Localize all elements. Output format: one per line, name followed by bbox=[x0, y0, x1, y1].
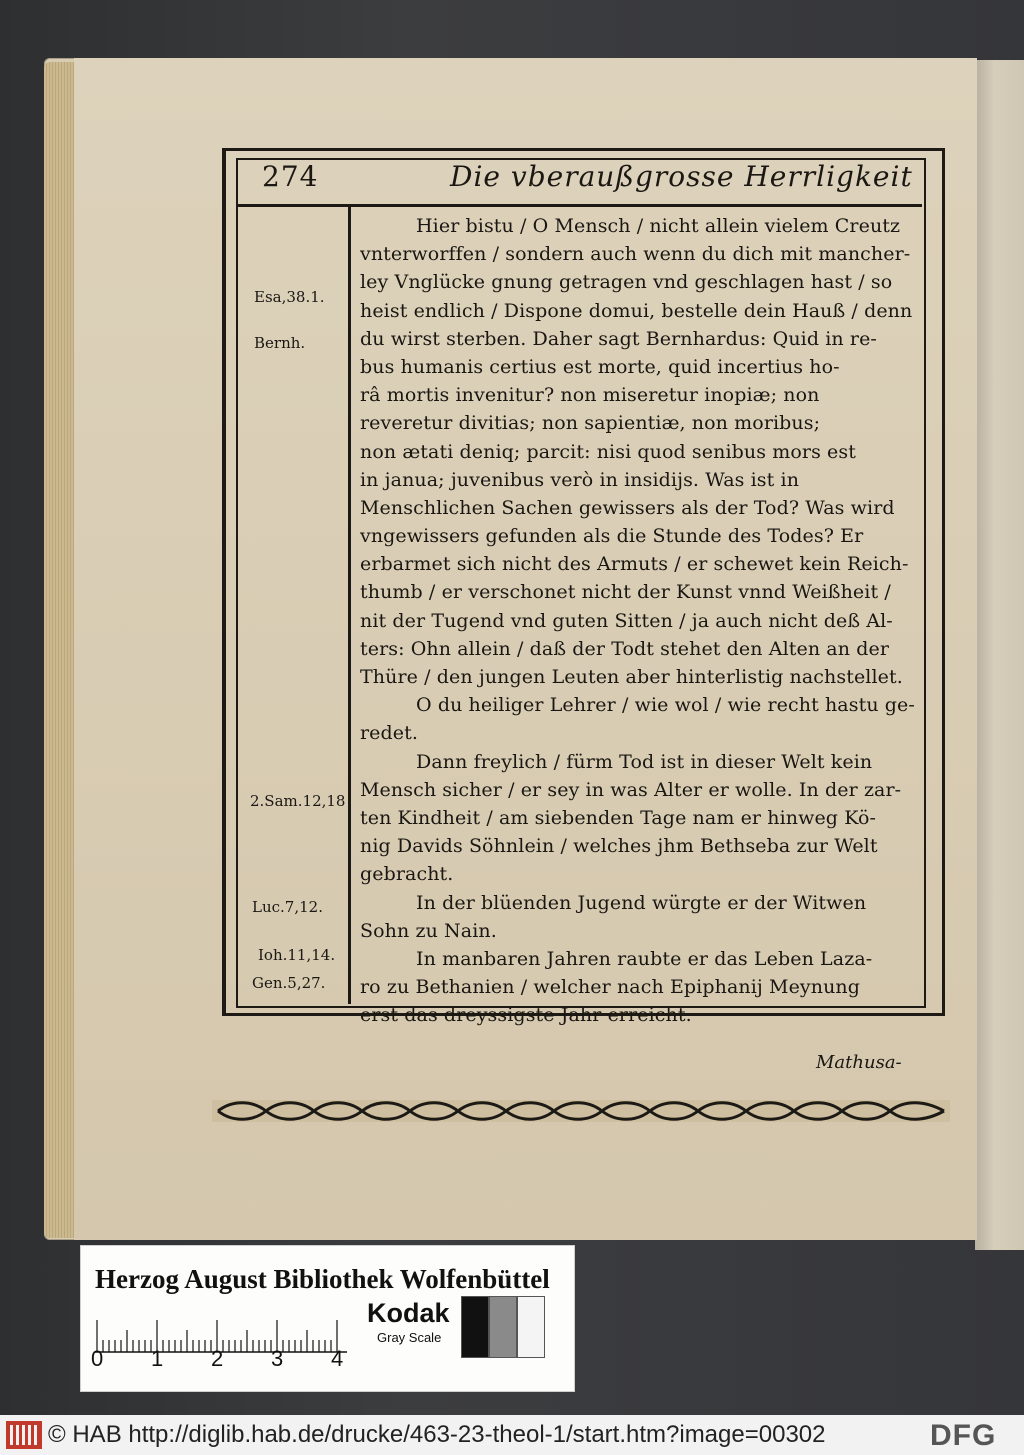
catchword: Mathusa- bbox=[816, 1052, 902, 1073]
margin-note: Ioh.11,14. bbox=[258, 946, 336, 964]
body-text bbox=[360, 212, 920, 1029]
text-line: redet. bbox=[360, 722, 419, 745]
page-number: 274 bbox=[262, 160, 319, 193]
hab-logo-icon bbox=[6, 1421, 42, 1449]
ruler-label: 2 bbox=[211, 1346, 224, 1371]
ruler-label: 4 bbox=[331, 1346, 344, 1371]
text-line: In manbaren Jahren raubte er das Leben Laza- bbox=[416, 947, 873, 970]
text-line: Thüre / den jungen Leuten aber hinterlistig nachstellet. bbox=[360, 666, 903, 688]
ruler-label: 1 bbox=[151, 1346, 164, 1371]
text-line: O du heiliger Lehrer / wie wol / wie recht hastu ge- bbox=[416, 694, 915, 717]
margin-note: Esa,38.1. bbox=[254, 288, 325, 306]
library-color-card bbox=[80, 1245, 575, 1392]
text-line: ro zu Bethanien / welcher nach Epiphanij Meynung bbox=[360, 976, 861, 999]
text-line: erst das dreyssigste Jahr erreicht. bbox=[360, 1004, 692, 1027]
margin-note: Luc.7,12. bbox=[252, 898, 323, 916]
text-line: nig Davids Söhnlein / welches jhm Bethseba zur Welt bbox=[360, 835, 878, 858]
text-line: ley Vnglücke gnung getragen vnd geschlagen hast / so bbox=[360, 271, 893, 294]
text-line: In der blüenden Jugend würgte er der Witwen bbox=[416, 891, 867, 914]
dfg-logo: DFG bbox=[930, 1419, 997, 1452]
swatch-black bbox=[461, 1296, 489, 1358]
text-line: non ætati deniq; parcit: nisi quod senibus mors est bbox=[360, 440, 856, 463]
margin-note: 2.Sam.12,18 bbox=[250, 792, 346, 810]
text-line: heist endlich / Dispone domui, bestelle dein Hauß / denn bbox=[360, 299, 913, 322]
text-line: erbarmet sich nicht des Armuts / er schewet kein Reich- bbox=[360, 553, 909, 576]
ruler-scale bbox=[95, 1306, 355, 1354]
text-line: reveretur divitias; non sapientiæ, non moribus; bbox=[360, 412, 821, 435]
text-line: vngewissers gefunden als die Stunde des Todes? Er bbox=[360, 525, 864, 548]
swatch-white bbox=[517, 1296, 545, 1358]
text-line: du wirst sterben. Daher sagt Bernhardus: Quid in re- bbox=[360, 327, 877, 350]
margin-note: Gen.5,27. bbox=[252, 974, 326, 992]
text-line: Sohn zu Nain. bbox=[360, 919, 497, 942]
margin-note: Bernh. bbox=[254, 334, 306, 352]
footer-bar bbox=[0, 1415, 1024, 1455]
text-line: ten Kindheit / am siebenden Tage nam er hinweg Kö- bbox=[360, 806, 877, 829]
text-line: Dann freylich / fürm Tod ist in dieser Welt kein bbox=[416, 750, 873, 773]
text-line: bus humanis certius est morte, quid incertius ho- bbox=[360, 355, 840, 378]
kodak-brand: Kodak bbox=[367, 1298, 450, 1328]
text-line: râ mortis invenitur? non miseretur inopiæ; non bbox=[360, 384, 820, 407]
ornament-border bbox=[212, 1100, 950, 1122]
text-line: ters: Ohn allein / daß der Todt stehet den Alten an der bbox=[360, 637, 890, 660]
library-name: Herzog August Bibliothek Wolfenbüttel bbox=[95, 1264, 550, 1294]
text-line: Menschlichen Sachen gewissers als der Tod? Was wird bbox=[360, 496, 895, 519]
ruler-label: 3 bbox=[271, 1346, 284, 1371]
text-line: nit der Tugend vnd guten Sitten / ja auch nicht deß Al- bbox=[360, 609, 893, 632]
page-fore-edge bbox=[44, 62, 74, 1238]
ruler-label: 0 bbox=[91, 1346, 104, 1371]
text-line: Hier bistu / O Mensch / nicht allein vielem Creutz bbox=[416, 215, 901, 237]
text-line: thumb / er verschonet nicht der Kunst vnnd Weißheit / bbox=[360, 581, 891, 604]
running-head: Die vberaußgrosse Herrligkeit bbox=[450, 160, 913, 193]
footer-citation: © HAB http://diglib.hab.de/drucke/463-23-theol-1/start.htm?image=00302 bbox=[48, 1421, 826, 1448]
margin-notes bbox=[240, 210, 346, 1000]
text-line: in janua; juvenibus verò in insidijs. Was ist in bbox=[360, 468, 800, 491]
header-rule bbox=[236, 204, 922, 207]
text-line: gebracht. bbox=[360, 863, 454, 886]
facing-page-edge bbox=[975, 60, 1024, 1250]
text-line: vnterworffen / sondern auch wenn du dich mit mancher- bbox=[360, 243, 911, 266]
margin-column-rule bbox=[348, 206, 351, 1004]
gray-scale-label: Gray Scale bbox=[377, 1330, 442, 1345]
text-line: Mensch sicher / er sey in was Alter er wolle. In der zar- bbox=[360, 778, 902, 801]
swatch-gray bbox=[489, 1296, 517, 1358]
